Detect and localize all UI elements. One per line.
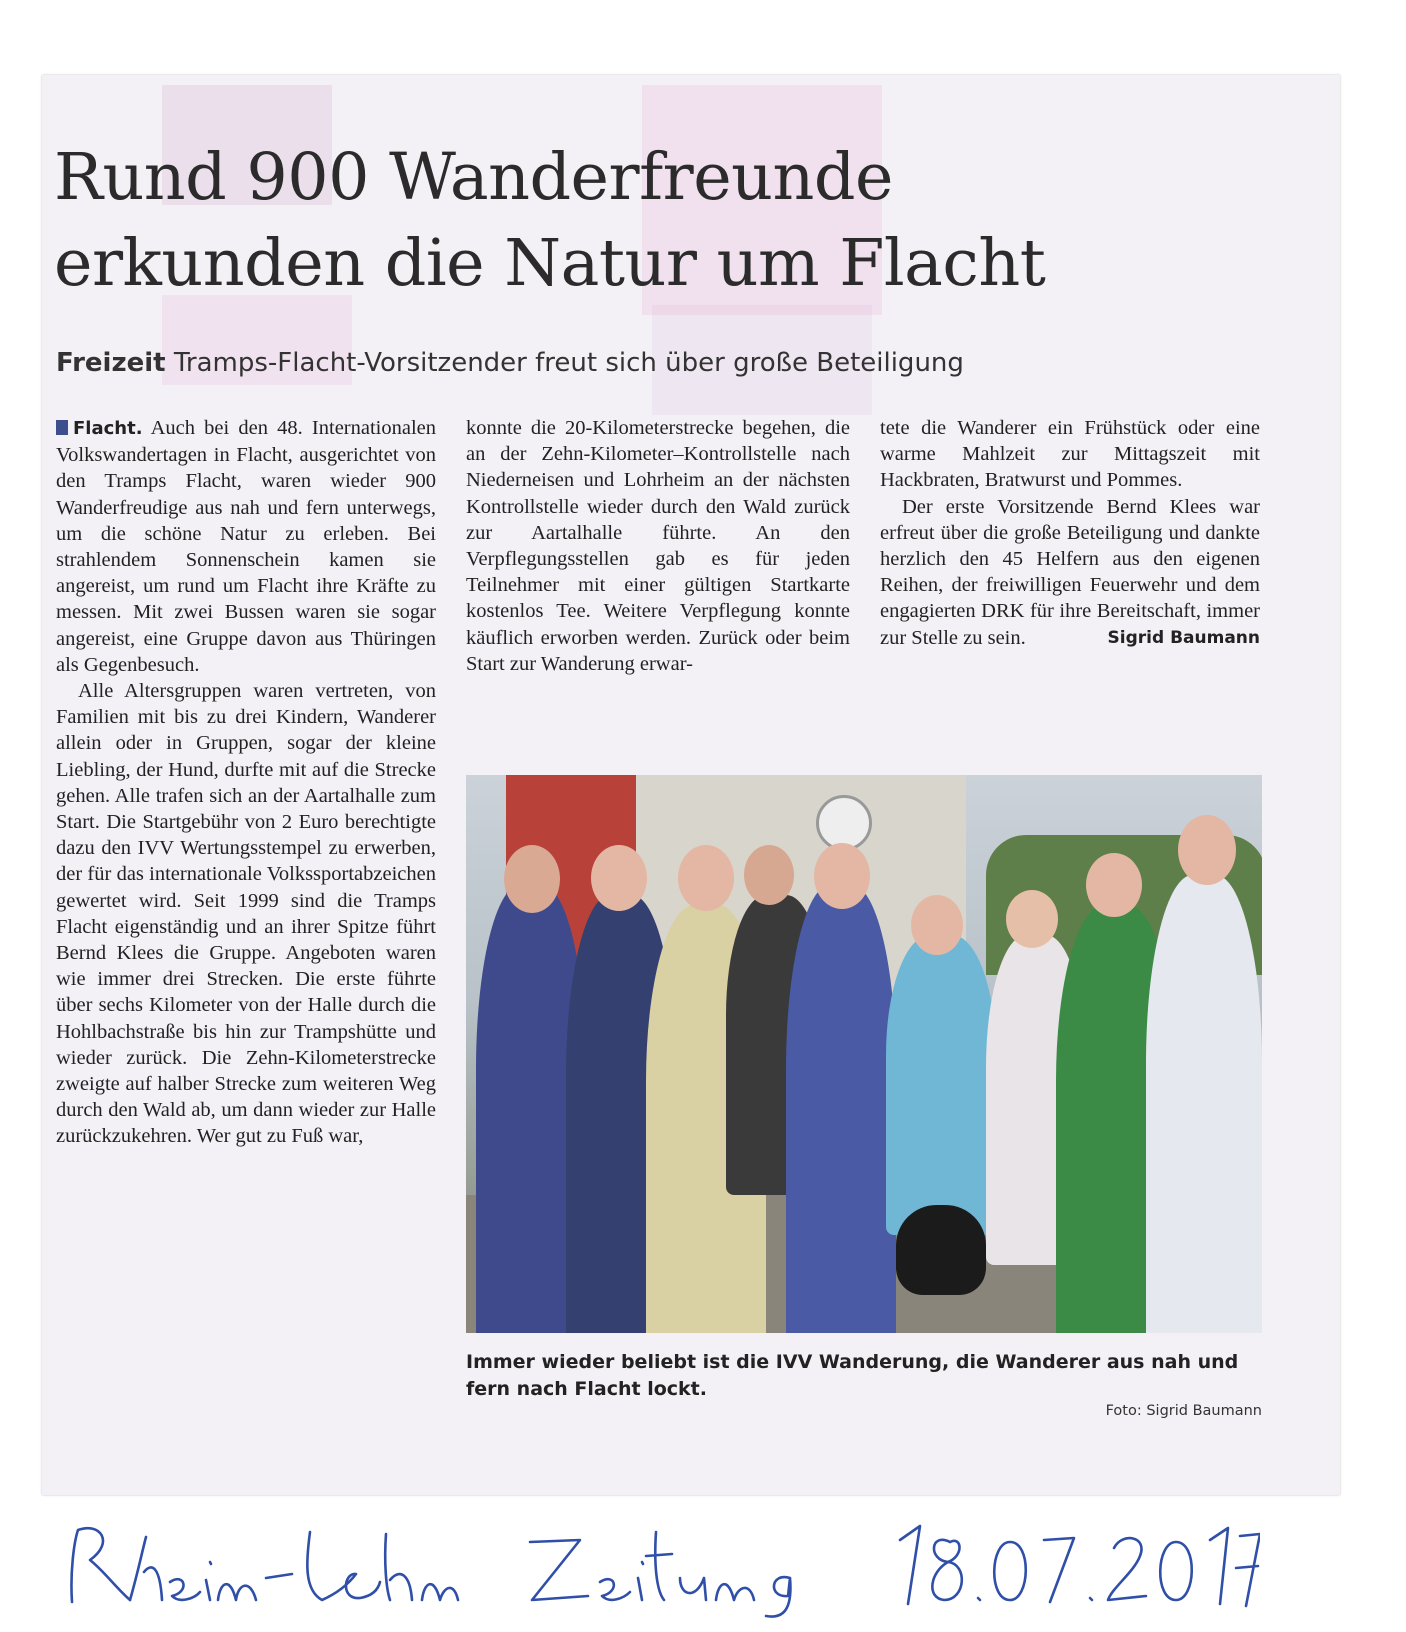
person-head (744, 845, 794, 905)
paragraph-text: Auch bei den 48. Internationalen Volkswandertagen in Flacht, ausgerichtet von den Tramps Flacht, waren wieder 900 Wanderfreudige aus nah und fern unterwegs, um die schöne Natur zu erleben. Bei strahlendem Sonnenschein kamen sie angereist, um rund um Flacht ihre Kräfte zu messen. Mit zwei Bussen waren sie sogar angereist, eine Gruppe davon aus Thüringen als Gegenbesuch. (56, 417, 436, 676)
column-1 (56, 415, 436, 1150)
paragraph (880, 494, 1260, 651)
person-head (591, 845, 647, 911)
paragraph: tete die Wanderer ein Frühstück oder eine warme Mahlzeit zur Mittagszeit mit Hackbraten, Bratwurst und Pommes. (880, 417, 1260, 492)
person (786, 885, 896, 1333)
person (886, 935, 996, 1235)
person-head (504, 845, 560, 913)
headline-line-1: Rund 900 Wanderfreunde (54, 140, 893, 215)
column-2 (466, 415, 850, 677)
handwriting-svg (60, 1512, 1260, 1622)
person-head (814, 843, 870, 909)
newspaper-clipping (42, 75, 1340, 1495)
photo-credit: Foto: Sigrid Baumann (1105, 1403, 1262, 1419)
handwritten-annotation (60, 1512, 1260, 1622)
photo-caption: Immer wieder beliebt ist die IVV Wanderung, die Wanderer aus nah und fern nach Flacht lockt. (466, 1351, 1239, 1400)
column-3 (880, 415, 1260, 651)
person-head (1006, 890, 1058, 948)
person-head (678, 845, 734, 911)
handwriting-text: Rhein-Lahn Zeitung 18.07.2017 (60, 1512, 73, 1513)
paragraph-text: Der erste Vorsitzende Bernd Klees war erfreut über die große Beteiligung und dankte herzlich den 45 Helfern aus den eigenen Reihen, der freiwilligen Feuerwehr und dem engagierten DRK für ihre Bereitschaft, immer zur Stelle zu sein. (880, 495, 1260, 649)
person-head (1086, 853, 1142, 917)
dateline: Flacht. (73, 418, 143, 439)
headline-line-2: erkunden die Natur um Flacht (54, 226, 1046, 301)
subheadline-text: Tramps-Flacht-Vorsitzender freut sich über große Beteiligung (173, 348, 964, 378)
group-photo (466, 775, 1262, 1333)
paragraph (56, 415, 436, 678)
subheadline (56, 348, 1156, 378)
kicker: Freizeit (56, 348, 166, 378)
person-head (911, 895, 963, 955)
person-head (1178, 815, 1236, 885)
photo-dog (896, 1205, 986, 1295)
lead-marker (56, 420, 68, 435)
person (1146, 875, 1262, 1333)
paragraph: Alle Altersgruppen waren vertreten, von Familien mit bis zu drei Kindern, Wanderer allein oder in Gruppen, sogar der kleine Liebling, der Hund, durfte mit auf die Strecke gehen. Alle trafen sich an der Aartalhalle zum Start. Die Startgebühr von 2 Euro berechtigte dazu den IVV Wertungsstempel zu erwerben, der für das internationale Volkssportabzeichen gewertet wird. Seit 1999 sind die Tramps Flacht eigenständig und an ihrer Spitze führt Bernd Klees die Gruppe. Angeboten waren wie immer drei Strecken. Die erste führte über sechs Kilometer von der Halle durch die Hohlbachstraße bis hin zur Trampshütte und wieder zurück. Die Zehn-Kilometerstrecke zweigte auf halber Strecke zum weiteren Weg durch den Wald ab, um dann wieder zur Halle zurückzukehren. Wer gut zu Fuß war, (56, 680, 436, 1148)
paragraph: konnte die 20-Kilometerstrecke begehen, die an der Zehn-Kilometer–Kontrollstelle nach Niederneisen und Lohrheim an der nächsten Kontrollstelle wieder durch den Wald zurück zur Aartalhalle führte. An den Verpflegungsstellen gab es für jeden Teilnehmer mit einer gültigen Startkarte kostenlos Tee. Weitere Verpflegung konnte käuflich erworben werden. Zurück oder beim Start zur Wanderung erwar- (466, 417, 850, 675)
headline (54, 135, 1194, 307)
author-byline: Sigrid Baumann (1107, 627, 1260, 648)
